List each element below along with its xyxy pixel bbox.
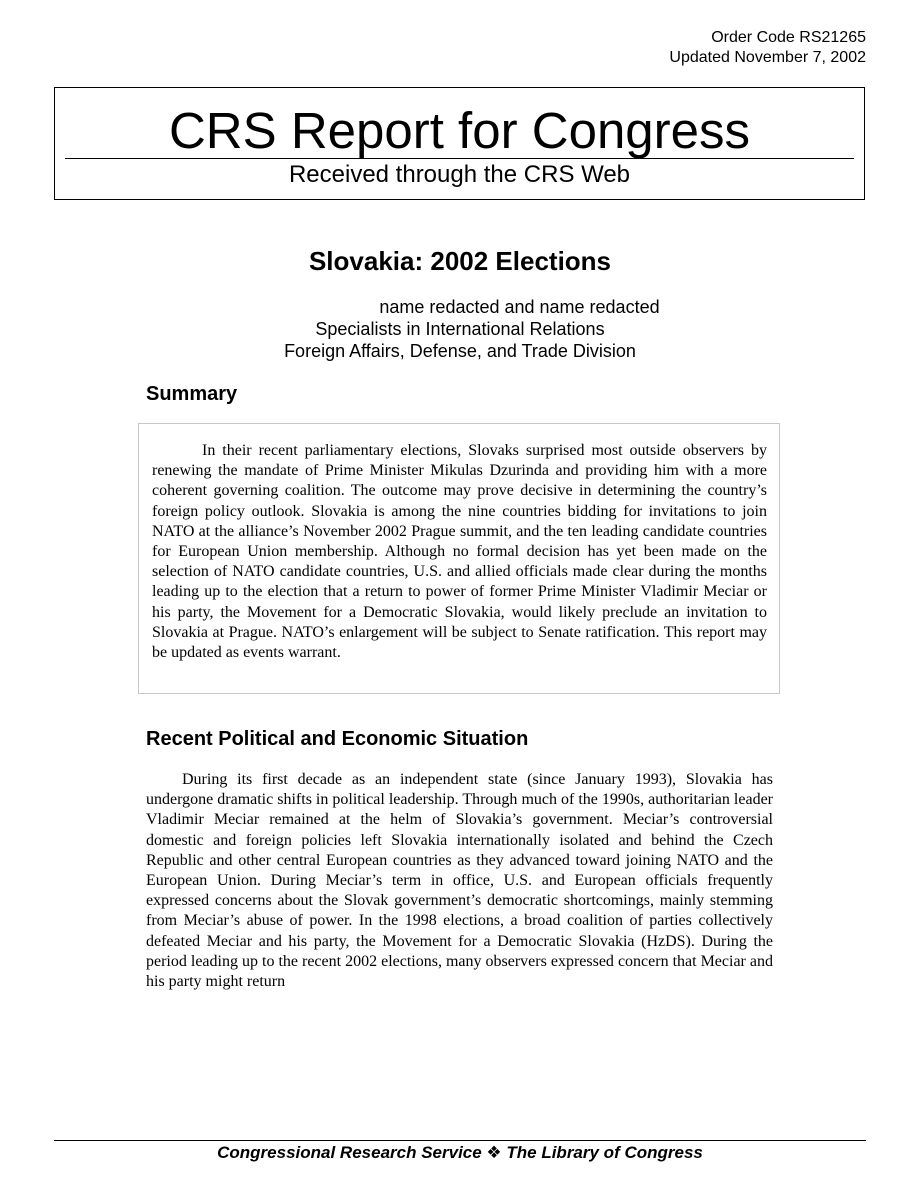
author-block [0, 296, 920, 362]
summary-box [138, 423, 780, 694]
order-code: Order Code RS21265 [711, 29, 866, 46]
masthead-title: CRS Report for Congress [168, 102, 751, 159]
updated-date: Updated November 7, 2002 [669, 49, 866, 66]
author-division: Foreign Affairs, Defense, and Trade Division [284, 341, 636, 361]
masthead-box [54, 87, 865, 200]
document-title: Slovakia: 2002 Elections [308, 246, 612, 276]
footer-rule [54, 1140, 866, 1141]
masthead-subtitle: Received through the CRS Web [288, 161, 631, 188]
summary-heading: Summary [146, 383, 238, 405]
order-info [669, 28, 866, 68]
section-body-text: During its first decade as an independent state (since January 1993), Slovakia has undergone dramatic shifts in political leadership. Through much of the 1990s, authoritarian leader Vladimir Meciar remained at the helm of Slovakia’s government. Meciar’s controversial domestic and foreign policies left Slovakia internationally isolated and behind the Czech Republic and other central European countries as they advanced toward joining NATO and the European Union. During Meciar’s term in office, U.S. and European officials frequently expressed concerns about the Slovak government’s democratic shortcomings, mainly stemming from Meciar’s abuse of power. In the 1998 elections, a broad coalition of parties collectively defeated Meciar and his party, the Movement for a Democratic Slovakia (HzDS). During the period leading up to the recent 2002 elections, many observers expressed concern that Meciar and his party might return [146, 771, 773, 991]
masthead-rule [65, 158, 854, 159]
author-names: name redacted and name redacted [379, 297, 660, 317]
author-role: Specialists in International Relations [315, 319, 605, 339]
section-heading: Recent Political and Economic Situation [146, 728, 529, 750]
footer-text: Congressional Research Service ❖ The Library of Congress [217, 1143, 703, 1162]
summary-text: In their recent parliamentary elections, Slovaks surprised most outside observers by renewing the mandate of Prime Minister Mikulas Dzurinda and providing him with a more coherent governing coalition. The outcome may prove decisive in determining the country’s foreign policy outlook. Slovakia is among the nine countries bidding for invitations to join NATO at the alliance’s November 2002 Prague summit, and the ten leading candidate countries for European Union membership. Although no formal decision has yet been made on the selection of NATO candidate countries, U.S. and allied officials made clear during the months leading up to the election that a return to power of former Prime Minister Vladimir Meciar or his party, the Movement for a Democratic Slovakia, would likely preclude an invitation to Slovakia at Prague. NATO’s enlargement will be subject to Senate ratification. This report may be updated as events warrant. [152, 442, 767, 662]
